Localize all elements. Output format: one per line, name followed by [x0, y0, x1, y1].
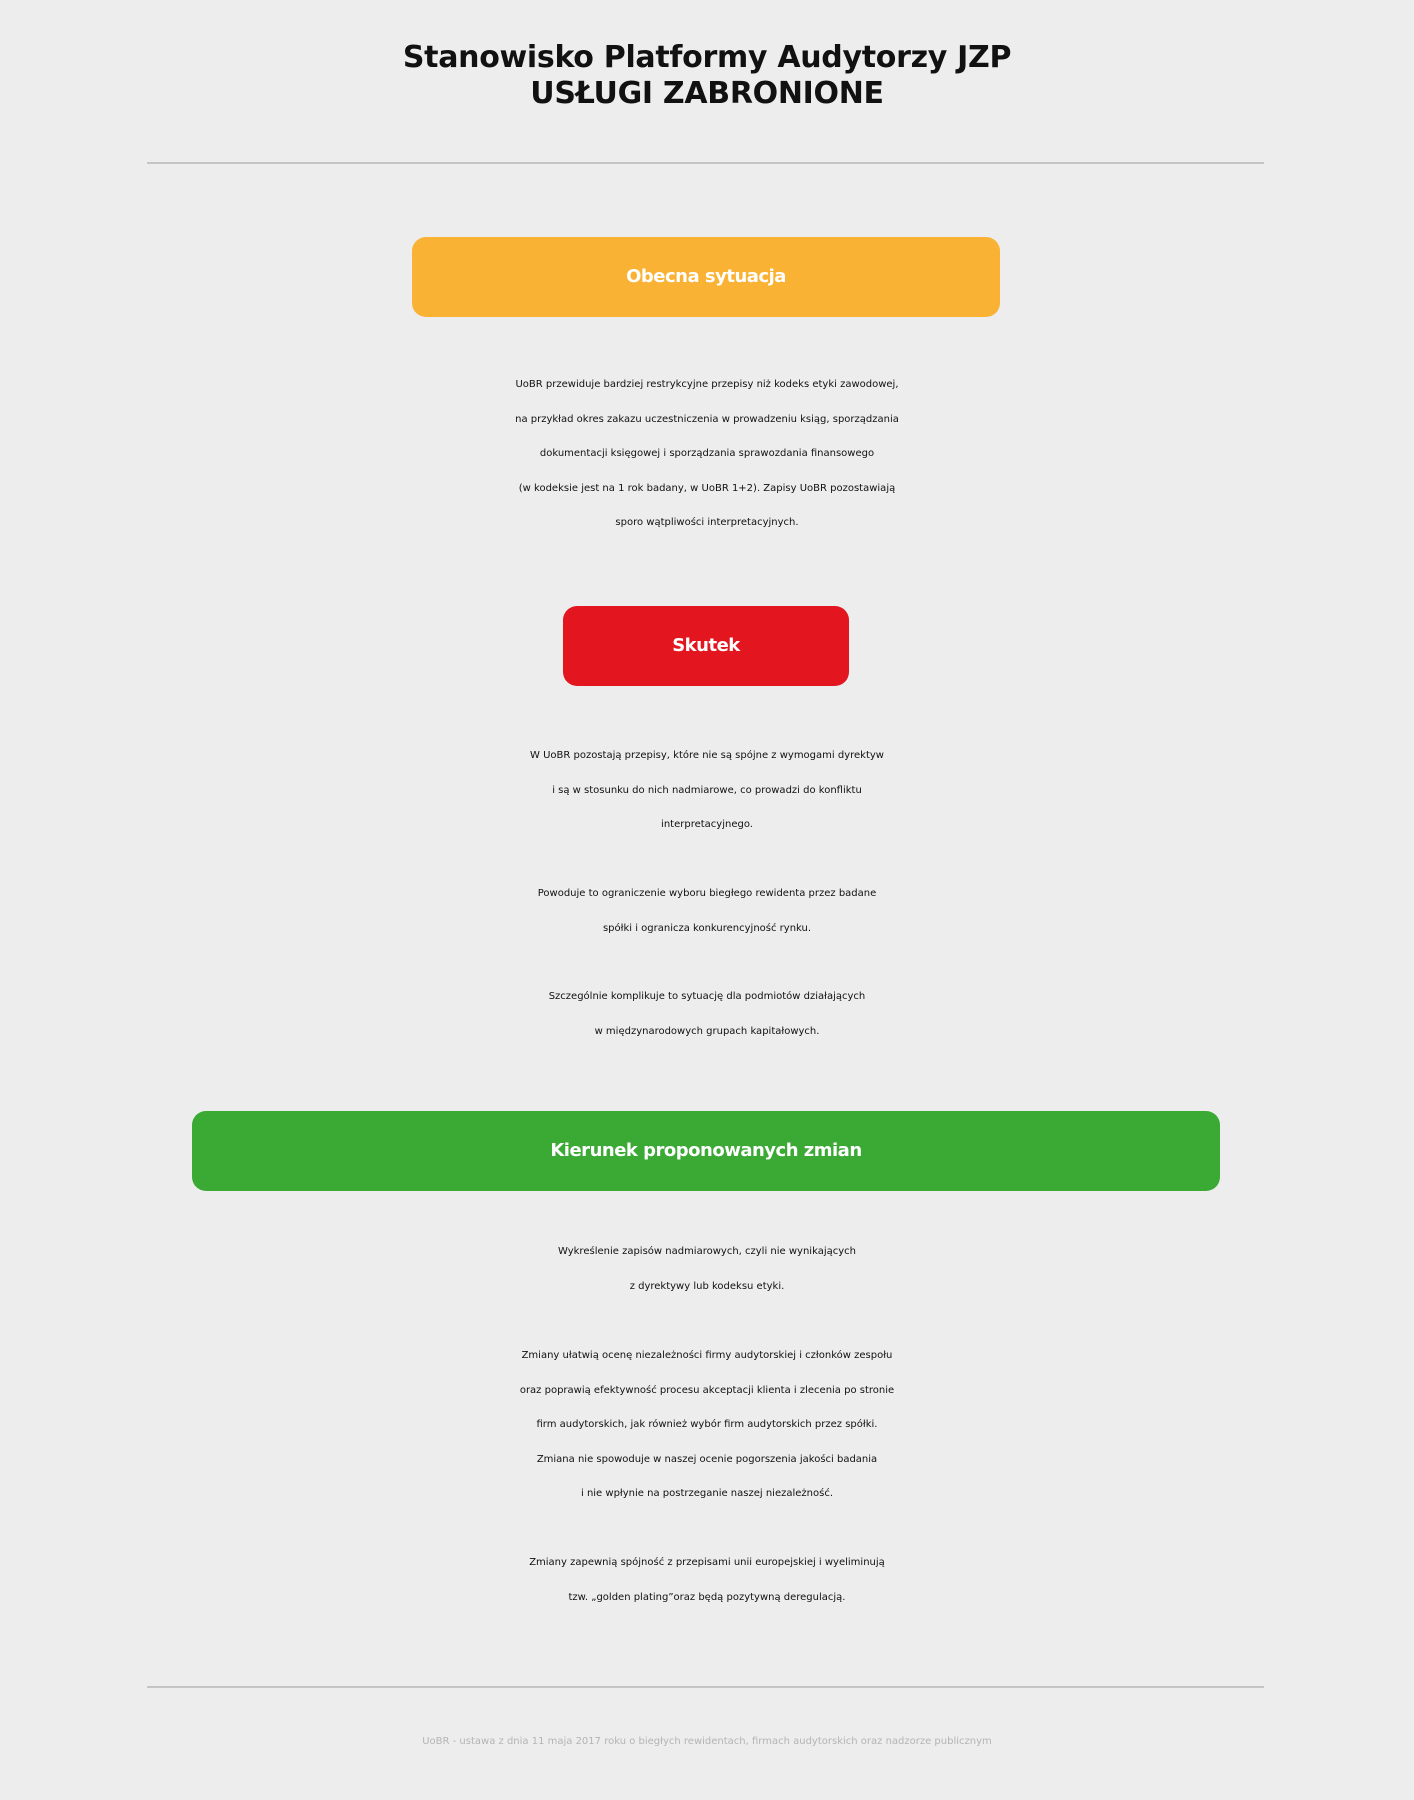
- section-heading-kierunek-zmian: Kierunek proponowanych zmian: [192, 1111, 1220, 1191]
- paragraph-line: tzw. „golden plating”oraz będą pozytywną deregulacją.: [568, 1591, 846, 1603]
- header-subtitle: USŁUGI ZABRONIONE: [530, 76, 884, 111]
- section-paragraph: [0, 877, 1414, 946]
- paragraph-line: W UoBR pozostają przepisy, które nie są spójne z wymogami dyrektyw: [530, 750, 884, 761]
- section-paragraph: [0, 1339, 1414, 1512]
- paragraph-line: i są w stosunku do nich nadmiarowe, co prowadzi do konfliktu: [552, 784, 862, 796]
- paragraph-line: na przykład okres zakazu uczestniczenia w prowadzeniu ksiąg, sporządzania: [515, 413, 899, 425]
- paragraph-line: UoBR przewiduje bardziej restrykcyjne przepisy niż kodeks etyki zawodowej,: [515, 379, 899, 390]
- paragraph-line: dokumentacji księgowej i sporządzania sprawozdania finansowego: [539, 448, 875, 459]
- paragraph-line: (w kodeksie jest na 1 rok badany, w UoBR 1+2). Zapisy UoBR pozostawiają: [518, 482, 896, 494]
- section-paragraph: [0, 368, 1414, 541]
- footnote: UoBR - ustawa z dnia 11 maja 2017 roku o biegłych rewidentach, firmach audytorskich oraz nadzorze publicznym: [422, 1736, 992, 1747]
- section-paragraph: [0, 1235, 1414, 1304]
- paragraph-line: Wykreślenie zapisów nadmiarowych, czyli nie wynikających: [558, 1246, 856, 1257]
- bottom-divider: [147, 1686, 1264, 1688]
- section-paragraph: [0, 739, 1414, 843]
- header-title: Stanowisko Platformy Audytorzy JZP: [402, 40, 1012, 75]
- section-heading-skutek: Skutek: [563, 606, 849, 686]
- top-divider: [147, 162, 1264, 164]
- section-paragraph: [0, 980, 1414, 1049]
- paragraph-line: Szczególnie komplikuje to sytuację dla podmiotów działających: [548, 991, 866, 1002]
- section-heading-obecna-sytuacja: Obecna sytuacja: [412, 237, 1000, 317]
- paragraph-line: z dyrektywy lub kodeksu etyki.: [629, 1280, 785, 1292]
- paragraph-line: i nie wpłynie na postrzeganie naszej niezależność.: [580, 1488, 834, 1499]
- paragraph-line: Zmiany zapewnią spójność z przepisami unii europejskiej i wyeliminują: [529, 1557, 885, 1568]
- paragraph-line: Powoduje to ograniczenie wyboru biegłego rewidenta przez badane: [537, 888, 877, 899]
- paragraph-line: Zmiany ułatwią ocenę niezależności firmy audytorskiej i członków zespołu: [521, 1350, 893, 1361]
- paragraph-line: firm audytorskich, jak również wybór firm audytorskich przez spółki.: [536, 1419, 878, 1430]
- paragraph-line: interpretacyjnego.: [661, 819, 753, 830]
- paragraph-line: spółki i ogranicza konkurencyjność rynku.: [602, 922, 812, 934]
- paragraph-line: oraz poprawią efektywność procesu akceptacji klienta i zlecenia po stronie: [519, 1384, 895, 1396]
- section-paragraph: [0, 1546, 1414, 1615]
- document-header: [0, 40, 1414, 112]
- paragraph-line: w międzynarodowych grupach kapitałowych.: [594, 1025, 820, 1037]
- paragraph-line: sporo wątpliwości interpretacyjnych.: [615, 517, 799, 528]
- paragraph-line: Zmiana nie spowoduje w naszej ocenie pogorszenia jakości badania: [536, 1453, 878, 1465]
